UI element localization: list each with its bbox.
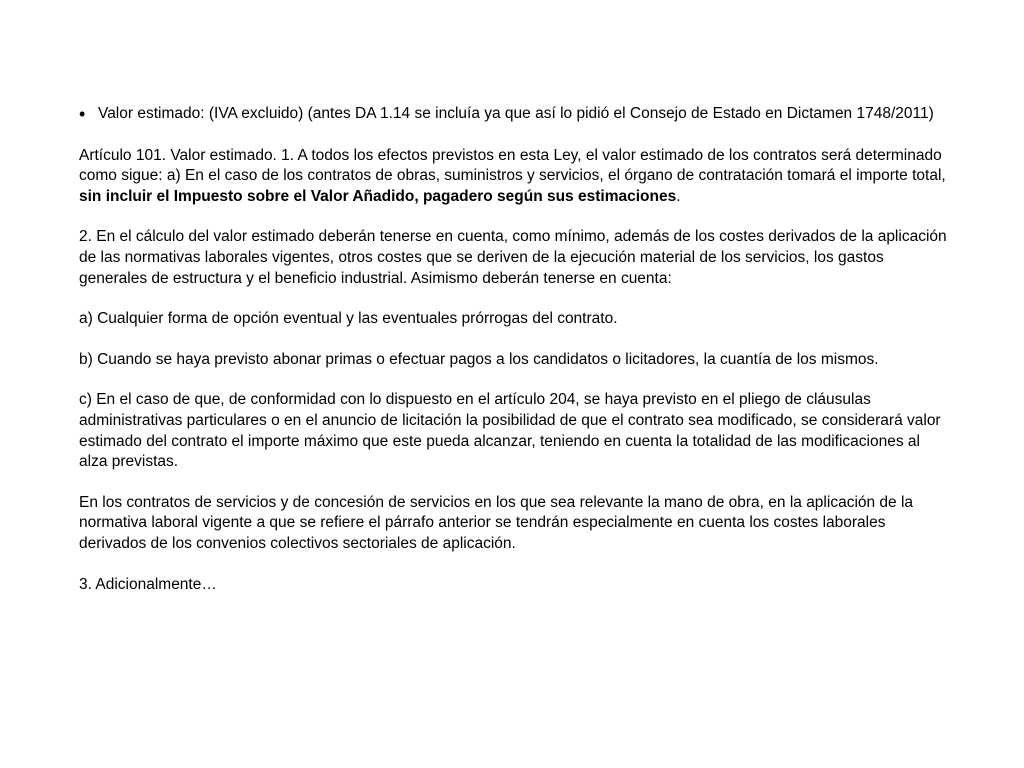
paragraph-option-a: a) Cualquier forma de opción eventual y las eventuales prórrogas del contrato. — [79, 310, 618, 328]
bullet-icon: • — [79, 104, 86, 124]
article-intro — [79, 146, 949, 208]
paragraph-option-c: c) En el caso de que, de conformidad con lo dispuesto en el artículo 204, se haya previsto en el pliego de cláusulas administrativas particulares o en el anuncio de licitación la posibilidad de que el contrato sea modificado, se considerará valor estimado del contrato el importe máximo que este pueda alcanzar, teniendo en cuenta la totalidad de las modificaciones al alza previstas. — [79, 391, 941, 471]
paragraph-labor-costs: En los contratos de servicios y de concesión de servicios en los que sea relevante la mano de obra, en la aplicación de la normativa laboral vigente a que se refiere el párrafo anterior se tendrán especialmente en cuenta los costes laborales derivados de los convenios colectivos sectoriales de aplicación. — [79, 493, 914, 552]
article-intro-end: . — [676, 187, 681, 205]
paragraph-additionally: 3. Adicionalmente… — [79, 575, 217, 593]
article-intro-text: Artículo 101. Valor estimado. 1. A todos los efectos previstos en esta Ley, el valor estimado de los contratos será determinado como sigue: a) En el caso de los contratos de obras, suministros y servicios, el órgano de contratación tomará el importe total, — [79, 146, 946, 185]
paragraph-option-b: b) Cuando se haya previsto abonar primas o efectuar pagos a los candidatos o licitadores, la cuantía de los mismos. — [79, 350, 879, 368]
article-intro-bold: sin incluir el Impuesto sobre el Valor Añadido, pagadero según sus estimaciones — [79, 187, 677, 205]
bullet-text: Valor estimado: (IVA excluido) (antes DA 1.14 se incluía ya que así lo pidió el Consejo de Estado en Dictamen 1748/2011) — [98, 105, 934, 122]
slide-content — [79, 104, 949, 595]
bullet-item — [79, 104, 949, 125]
paragraph-costs: 2. En el cálculo del valor estimado deberán tenerse en cuenta, como mínimo, además de los costes derivados de la aplicación de las normativas laborales vigentes, otros costes que se deriven de la ejecución material de los servicios, los gastos generales de estructura y el beneficio industrial. Asimismo deberán tenerse en cuenta: — [79, 228, 947, 287]
